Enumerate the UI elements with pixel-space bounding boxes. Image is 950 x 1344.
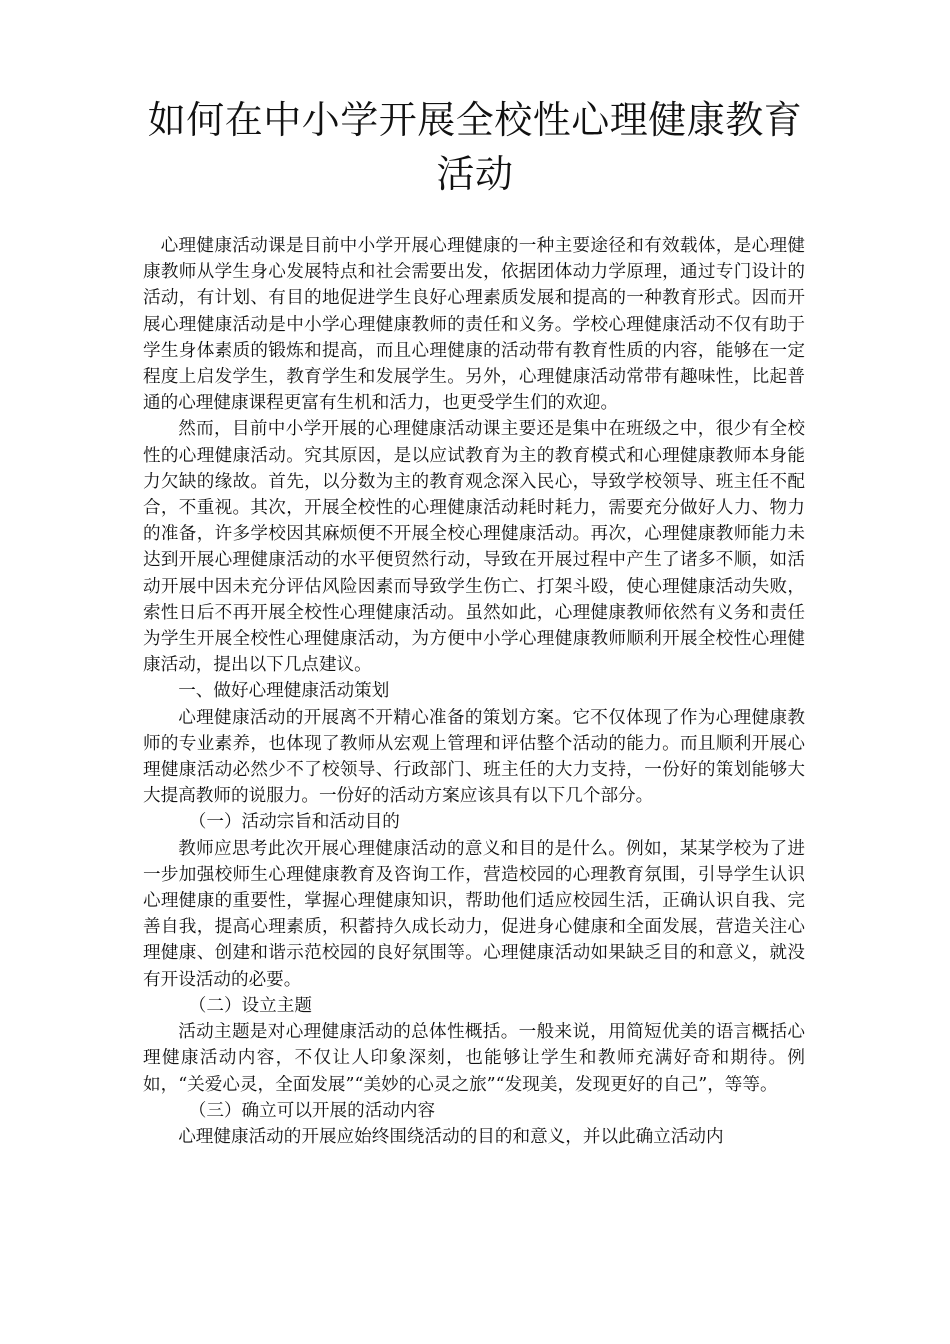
title-line-1: 如何在中小学开展全校性心理健康教育 xyxy=(147,98,803,142)
subsection-heading-2: （二）设立主题 xyxy=(188,995,312,1016)
paragraph-purpose: 教师应思考此次开展心理健康活动的意义和目的是什么。例如，某某学校为了进一步加强校师生心理健康教育及咨询工作，营造校园的心理教育氛围，引导学生认识心理健康的重要性，掌握心理健康知识，帮助他们适应校园生活，正确认识自我、完善自我，提高心理素质，积蓄持久成长动力，促进身心健康和全面发展，营造关注心理健康、创建和谐示范校园的良好氛围等。心理健康活动如果缺乏目的和意义，就没有开设活动的必要。 xyxy=(143,838,805,990)
subsection-heading-1: （一）活动宗旨和活动目的 xyxy=(188,812,400,833)
paragraph-reasons: 然而，目前中小学开展的心理健康活动课主要还是集中在班级之中，很少有全校性的心理健康活动。究其原因，是以应试教育为主的教育模式和心理健康教师本身能力欠缺的缘故。首先，以分数为主的教育观念深入民心，导致学校领导、班主任不配合，不重视。其次，开展全校性的心理健康活动耗时耗力，需要充分做好人力、物力的准备，许多学校因其麻烦便不开展全校心理健康活动。再次，心理健康教师能力未达到开展心理健康活动的水平便贸然行动，导致在开展过程中产生了诸多不顺，如活动开展中因未充分评估风险因素而导致学生伤亡、打架斗殴，使心理健康活动失败，索性日后不再开展全校性心理健康活动。虽然如此，心理健康教师依然有义务和责任为学生开展全校性心理健康活动，为方便中小学心理健康教师顺利开展全校性心理健康活动，提出以下几点建议。 xyxy=(143,419,805,676)
section-heading-1: 一、做好心理健康活动策划 xyxy=(178,681,390,702)
document-title xyxy=(130,93,820,201)
title-line-2: 活动 xyxy=(436,152,514,196)
document-body xyxy=(143,233,805,1150)
paragraph-intro: 心理健康活动课是目前中小学开展心理健康的一种主要途径和有效载体，是心理健康教师从学生身心发展特点和社会需要出发，依据团体动力学原理，通过专门设计的活动，有计划、有目的地促进学生良好心理素质发展和提高的一种教育形式。因而开展心理健康活动是中小学心理健康教师的责任和义务。学校心理健康活动不仅有助于学生身体素质的锻炼和提高，而且心理健康的活动带有教育性质的内容，能够在一定程度上启发学生，教育学生和发展学生。另外，心理健康活动常带有趣味性，比起普通的心理健康课程更富有生机和活力，也更受学生们的欢迎。 xyxy=(143,236,805,414)
paragraph-theme: 活动主题是对心理健康活动的总体性概括。一般来说，用简短优美的语言概括心理健康活动内容，不仅让人印象深刻，也能够让学生和教师充满好奇和期待。例如，“关爱心灵，全面发展”“美妙的心灵之旅”“发现美，发现更好的自己”，等等。 xyxy=(143,1022,805,1095)
subsection-heading-3: （三）确立可以开展的活动内容 xyxy=(188,1100,436,1121)
paragraph-planning: 心理健康活动的开展离不开精心准备的策划方案。它不仅体现了作为心理健康教师的专业素养，也体现了教师从宏观上管理和评估整个活动的能力。而且顺利开展心理健康活动必然少不了校领导、行政部门、班主任的大力支持，一份好的策划能够大大提高教师的说服力。一份好的活动方案应该具有以下几个部分。 xyxy=(143,707,805,807)
paragraph-content: 心理健康活动的开展应始终围绕活动的目的和意义，并以此确立活动内 xyxy=(178,1126,724,1147)
